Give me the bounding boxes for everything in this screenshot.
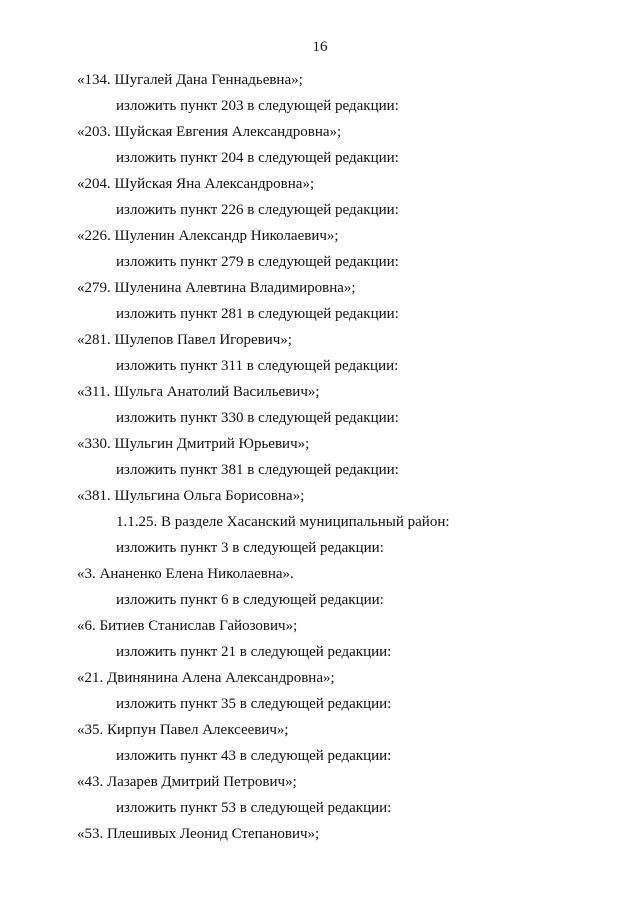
list-item-instruction: изложить пункт 21 в следующей редакции: xyxy=(116,644,392,660)
list-item-entry: «21. Двинянина Алена Александровна»; xyxy=(77,670,335,686)
list-item-entry: «35. Кирпун Павел Алексеевич»; xyxy=(77,722,289,738)
list-item-instruction: 1.1.25. В разделе Хасанский муниципальный район: xyxy=(116,514,450,530)
list-item-entry: «134. Шугалей Дана Геннадьевна»; xyxy=(77,72,303,88)
document-body xyxy=(0,71,640,851)
list-item-instruction: изложить пункт 226 в следующей редакции: xyxy=(116,202,399,218)
list-item-instruction: изложить пункт 281 в следующей редакции: xyxy=(116,306,399,322)
page-number: 16 xyxy=(312,39,328,55)
list-item-instruction: изложить пункт 204 в следующей редакции: xyxy=(116,150,399,166)
list-item-instruction: изложить пункт 381 в следующей редакции: xyxy=(116,462,399,478)
list-item-instruction: изложить пункт 311 в следующей редакции: xyxy=(116,358,399,374)
list-item-entry: «279. Шуленина Алевтина Владимировна»; xyxy=(77,280,356,296)
list-item-entry: «311. Шульга Анатолий Васильевич»; xyxy=(77,384,320,400)
list-item-entry: «203. Шуйская Евгения Александровна»; xyxy=(77,124,342,140)
list-item-entry: «281. Шулепов Павел Игоревич»; xyxy=(77,332,292,348)
list-item-instruction: изложить пункт 6 в следующей редакции: xyxy=(116,592,384,608)
list-item-entry: «6. Битиев Станислав Гайозович»; xyxy=(77,618,298,634)
list-item-entry: «330. Шульгин Дмитрий Юрьевич»; xyxy=(77,436,310,452)
list-item-entry: «204. Шуйская Яна Александровна»; xyxy=(77,176,315,192)
list-item-instruction: изложить пункт 330 в следующей редакции: xyxy=(116,410,399,426)
list-item-instruction: изложить пункт 43 в следующей редакции: xyxy=(116,748,392,764)
list-item-instruction: изложить пункт 3 в следующей редакции: xyxy=(116,540,384,556)
list-item-instruction: изложить пункт 53 в следующей редакции: xyxy=(116,800,392,816)
list-item-entry: «3. Ананенко Елена Николаевна». xyxy=(77,566,294,582)
list-item-instruction: изложить пункт 203 в следующей редакции: xyxy=(116,98,399,114)
list-item-entry: «226. Шуленин Александр Николаевич»; xyxy=(77,228,339,244)
list-item-entry: «381. Шульгина Ольга Борисовна»; xyxy=(77,488,305,504)
list-item-instruction: изложить пункт 35 в следующей редакции: xyxy=(116,696,392,712)
list-item-entry: «43. Лазарев Дмитрий Петрович»; xyxy=(77,774,297,790)
list-item-entry: «53. Плешивых Леонид Степанович»; xyxy=(77,826,320,842)
list-item-instruction: изложить пункт 279 в следующей редакции: xyxy=(116,254,399,270)
